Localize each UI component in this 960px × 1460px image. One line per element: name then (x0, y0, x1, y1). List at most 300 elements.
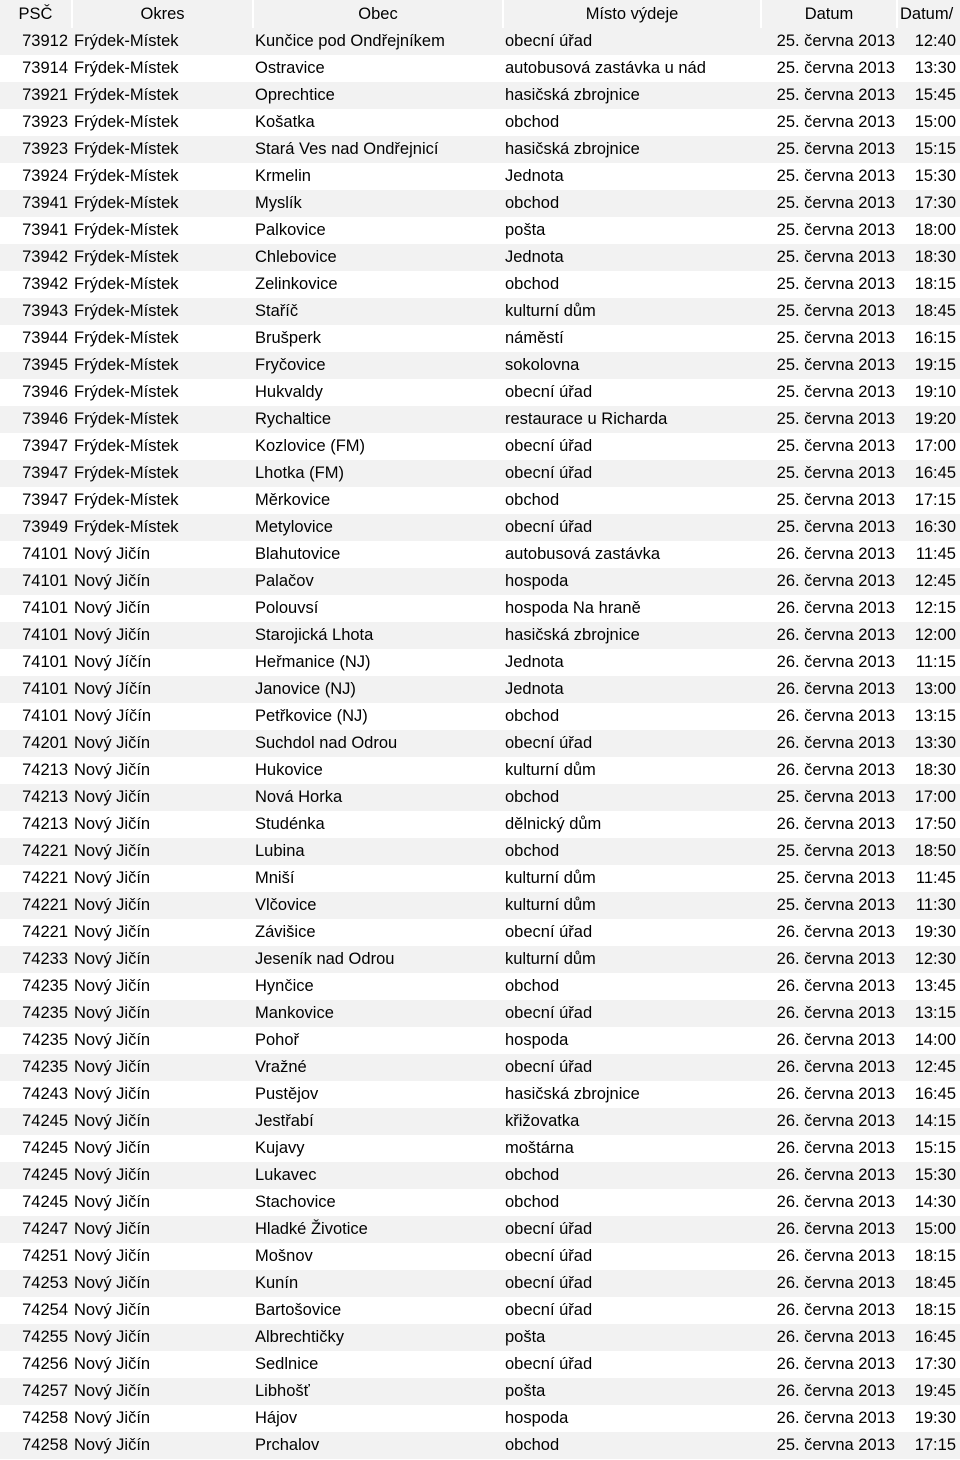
cell-cas[interactable]: 15:15 (897, 1135, 960, 1162)
cell-obec[interactable]: Kunčice pod Ondřejníkem (253, 28, 503, 55)
cell-datum[interactable]: 25. června 2013 (761, 271, 897, 298)
cell-psc[interactable]: 73949 (0, 514, 72, 541)
cell-datum[interactable]: 26. června 2013 (761, 1135, 897, 1162)
cell-obec[interactable]: Lhotka (FM) (253, 460, 503, 487)
cell-psc[interactable]: 73942 (0, 244, 72, 271)
header-misto-vydeje[interactable]: Místo výdeje (503, 0, 761, 28)
cell-psc[interactable]: 74256 (0, 1351, 72, 1378)
cell-misto-vydeje[interactable]: autobusová zastávka u nád (503, 55, 761, 82)
cell-psc[interactable]: 74255 (0, 1324, 72, 1351)
cell-cas[interactable]: 11:45 (897, 541, 960, 568)
cell-okres[interactable]: Frýdek-Místek (72, 217, 253, 244)
cell-misto-vydeje[interactable]: hasičská zbrojnice (503, 136, 761, 163)
cell-datum[interactable]: 25. června 2013 (761, 163, 897, 190)
cell-datum[interactable]: 25. června 2013 (761, 433, 897, 460)
cell-misto-vydeje[interactable]: pošta (503, 1378, 761, 1405)
cell-misto-vydeje[interactable]: náměstí (503, 325, 761, 352)
cell-misto-vydeje[interactable]: obchod (503, 838, 761, 865)
cell-obec[interactable]: Zelinkovice (253, 271, 503, 298)
cell-cas[interactable]: 17:30 (897, 190, 960, 217)
cell-obec[interactable]: Blahutovice (253, 541, 503, 568)
cell-okres[interactable]: Frýdek-Místek (72, 109, 253, 136)
cell-cas[interactable]: 19:45 (897, 1378, 960, 1405)
header-psc[interactable]: PSČ (0, 0, 72, 28)
cell-obec[interactable]: Mniší (253, 865, 503, 892)
cell-obec[interactable]: Chlebovice (253, 244, 503, 271)
cell-cas[interactable]: 14:30 (897, 1189, 960, 1216)
cell-psc[interactable]: 74253 (0, 1270, 72, 1297)
cell-datum[interactable]: 25. června 2013 (761, 190, 897, 217)
cell-cas[interactable]: 13:15 (897, 703, 960, 730)
cell-cas[interactable]: 19:10 (897, 379, 960, 406)
cell-datum[interactable]: 25. června 2013 (761, 55, 897, 82)
cell-cas[interactable]: 16:15 (897, 325, 960, 352)
cell-cas[interactable]: 11:45 (897, 865, 960, 892)
cell-misto-vydeje[interactable]: moštárna (503, 1135, 761, 1162)
cell-obec[interactable]: Albrechtičky (253, 1324, 503, 1351)
cell-obec[interactable]: Hladké Životice (253, 1216, 503, 1243)
cell-datum[interactable]: 26. června 2013 (761, 1000, 897, 1027)
cell-okres[interactable]: Frýdek-Místek (72, 82, 253, 109)
cell-misto-vydeje[interactable]: Jednota (503, 649, 761, 676)
cell-cas[interactable]: 13:30 (897, 730, 960, 757)
cell-cas[interactable]: 15:30 (897, 163, 960, 190)
cell-datum[interactable]: 26. června 2013 (761, 1243, 897, 1270)
cell-obec[interactable]: Kunín (253, 1270, 503, 1297)
cell-okres[interactable]: Frýdek-Místek (72, 352, 253, 379)
cell-misto-vydeje[interactable]: obecní úřad (503, 730, 761, 757)
cell-psc[interactable]: 74245 (0, 1162, 72, 1189)
cell-cas[interactable]: 14:15 (897, 1108, 960, 1135)
cell-misto-vydeje[interactable]: kulturní dům (503, 892, 761, 919)
cell-obec[interactable]: Petřkovice (NJ) (253, 703, 503, 730)
cell-obec[interactable]: Stará Ves nad Ondřejnicí (253, 136, 503, 163)
cell-datum[interactable]: 25. června 2013 (761, 28, 897, 55)
cell-okres[interactable]: Frýdek-Místek (72, 325, 253, 352)
cell-obec[interactable]: Jeseník nad Odrou (253, 946, 503, 973)
cell-okres[interactable]: Nový Jičín (72, 595, 253, 622)
cell-okres[interactable]: Nový Jičín (72, 541, 253, 568)
cell-okres[interactable]: Nový Jičín (72, 1297, 253, 1324)
cell-psc[interactable]: 74101 (0, 703, 72, 730)
cell-okres[interactable]: Nový Jíčín (72, 703, 253, 730)
cell-okres[interactable]: Nový Jičín (72, 838, 253, 865)
cell-misto-vydeje[interactable]: obecní úřad (503, 1351, 761, 1378)
cell-psc[interactable]: 74251 (0, 1243, 72, 1270)
cell-cas[interactable]: 17:00 (897, 433, 960, 460)
cell-cas[interactable]: 18:50 (897, 838, 960, 865)
cell-datum[interactable]: 25. června 2013 (761, 325, 897, 352)
cell-datum[interactable]: 26. června 2013 (761, 541, 897, 568)
cell-cas[interactable]: 16:45 (897, 1081, 960, 1108)
cell-okres[interactable]: Nový Jičín (72, 730, 253, 757)
cell-obec[interactable]: Heřmanice (NJ) (253, 649, 503, 676)
cell-psc[interactable]: 74247 (0, 1216, 72, 1243)
cell-cas[interactable]: 18:15 (897, 1297, 960, 1324)
cell-misto-vydeje[interactable]: obecní úřad (503, 1243, 761, 1270)
cell-datum[interactable]: 26. června 2013 (761, 649, 897, 676)
cell-psc[interactable]: 74221 (0, 838, 72, 865)
cell-obec[interactable]: Kozlovice (FM) (253, 433, 503, 460)
cell-misto-vydeje[interactable]: obecní úřad (503, 514, 761, 541)
cell-psc[interactable]: 73914 (0, 55, 72, 82)
cell-misto-vydeje[interactable]: hasičská zbrojnice (503, 1081, 761, 1108)
cell-datum[interactable]: 26. června 2013 (761, 568, 897, 595)
cell-okres[interactable]: Nový Jičín (72, 919, 253, 946)
cell-psc[interactable]: 74243 (0, 1081, 72, 1108)
cell-psc[interactable]: 73912 (0, 28, 72, 55)
cell-psc[interactable]: 73924 (0, 163, 72, 190)
cell-datum[interactable]: 26. června 2013 (761, 622, 897, 649)
cell-psc[interactable]: 74258 (0, 1405, 72, 1432)
cell-okres[interactable]: Nový Jičín (72, 757, 253, 784)
cell-psc[interactable]: 73947 (0, 460, 72, 487)
cell-psc[interactable]: 73923 (0, 136, 72, 163)
cell-obec[interactable]: Lukavec (253, 1162, 503, 1189)
cell-misto-vydeje[interactable]: obecní úřad (503, 1270, 761, 1297)
cell-misto-vydeje[interactable]: dělnický dům (503, 811, 761, 838)
cell-misto-vydeje[interactable]: obecní úřad (503, 379, 761, 406)
cell-misto-vydeje[interactable]: křižovatka (503, 1108, 761, 1135)
cell-okres[interactable]: Nový Jičín (72, 865, 253, 892)
cell-datum[interactable]: 26. června 2013 (761, 973, 897, 1000)
cell-cas[interactable]: 19:20 (897, 406, 960, 433)
cell-okres[interactable]: Nový Jičín (72, 973, 253, 1000)
cell-misto-vydeje[interactable]: obchod (503, 190, 761, 217)
cell-psc[interactable]: 73923 (0, 109, 72, 136)
cell-cas[interactable]: 11:15 (897, 649, 960, 676)
cell-misto-vydeje[interactable]: hospoda (503, 1027, 761, 1054)
cell-okres[interactable]: Frýdek-Místek (72, 190, 253, 217)
cell-okres[interactable]: Nový Jičín (72, 1000, 253, 1027)
cell-datum[interactable]: 25. června 2013 (761, 352, 897, 379)
cell-okres[interactable]: Nový Jičín (72, 1351, 253, 1378)
cell-datum[interactable]: 25. června 2013 (761, 82, 897, 109)
cell-datum[interactable]: 25. června 2013 (761, 838, 897, 865)
cell-psc[interactable]: 74245 (0, 1108, 72, 1135)
cell-cas[interactable]: 17:50 (897, 811, 960, 838)
cell-misto-vydeje[interactable]: kulturní dům (503, 865, 761, 892)
cell-cas[interactable]: 17:15 (897, 1432, 960, 1459)
cell-misto-vydeje[interactable]: restaurace u Richarda (503, 406, 761, 433)
cell-cas[interactable]: 15:45 (897, 82, 960, 109)
cell-misto-vydeje[interactable]: hasičská zbrojnice (503, 82, 761, 109)
cell-okres[interactable]: Nový Jičín (72, 1243, 253, 1270)
cell-datum[interactable]: 26. června 2013 (761, 1351, 897, 1378)
cell-misto-vydeje[interactable]: obecní úřad (503, 460, 761, 487)
cell-okres[interactable]: Frýdek-Místek (72, 433, 253, 460)
cell-obec[interactable]: Měrkovice (253, 487, 503, 514)
cell-psc[interactable]: 74213 (0, 811, 72, 838)
cell-psc[interactable]: 73946 (0, 379, 72, 406)
cell-cas[interactable]: 12:40 (897, 28, 960, 55)
cell-obec[interactable]: Pohoř (253, 1027, 503, 1054)
cell-psc[interactable]: 73941 (0, 217, 72, 244)
cell-cas[interactable]: 12:00 (897, 622, 960, 649)
cell-okres[interactable]: Nový Jičín (72, 1378, 253, 1405)
cell-cas[interactable]: 19:15 (897, 352, 960, 379)
cell-misto-vydeje[interactable]: sokolovna (503, 352, 761, 379)
cell-okres[interactable]: Frýdek-Místek (72, 298, 253, 325)
cell-psc[interactable]: 73946 (0, 406, 72, 433)
cell-cas[interactable]: 18:30 (897, 244, 960, 271)
cell-psc[interactable]: 74258 (0, 1432, 72, 1459)
cell-psc[interactable]: 73947 (0, 433, 72, 460)
cell-datum[interactable]: 26. června 2013 (761, 1216, 897, 1243)
cell-psc[interactable]: 74235 (0, 1027, 72, 1054)
cell-cas[interactable]: 12:30 (897, 946, 960, 973)
cell-okres[interactable]: Frýdek-Místek (72, 55, 253, 82)
cell-cas[interactable]: 18:45 (897, 298, 960, 325)
cell-obec[interactable]: Janovice (NJ) (253, 676, 503, 703)
cell-datum[interactable]: 26. června 2013 (761, 595, 897, 622)
cell-obec[interactable]: Palkovice (253, 217, 503, 244)
cell-obec[interactable]: Jestřabí (253, 1108, 503, 1135)
cell-datum[interactable]: 25. června 2013 (761, 406, 897, 433)
cell-datum[interactable]: 25. června 2013 (761, 865, 897, 892)
cell-cas[interactable]: 15:00 (897, 109, 960, 136)
cell-misto-vydeje[interactable]: kulturní dům (503, 298, 761, 325)
cell-psc[interactable]: 74254 (0, 1297, 72, 1324)
cell-cas[interactable]: 15:30 (897, 1162, 960, 1189)
cell-psc[interactable]: 73942 (0, 271, 72, 298)
cell-okres[interactable]: Nový Jičín (72, 1162, 253, 1189)
cell-cas[interactable]: 17:30 (897, 1351, 960, 1378)
cell-okres[interactable]: Frýdek-Místek (72, 136, 253, 163)
cell-obec[interactable]: Hukvaldy (253, 379, 503, 406)
cell-psc[interactable]: 73921 (0, 82, 72, 109)
cell-okres[interactable]: Frýdek-Místek (72, 406, 253, 433)
cell-datum[interactable]: 25. června 2013 (761, 379, 897, 406)
cell-misto-vydeje[interactable]: obchod (503, 109, 761, 136)
cell-misto-vydeje[interactable]: obchod (503, 973, 761, 1000)
cell-obec[interactable]: Vlčovice (253, 892, 503, 919)
cell-cas[interactable]: 15:00 (897, 1216, 960, 1243)
cell-datum[interactable]: 25. června 2013 (761, 1432, 897, 1459)
cell-cas[interactable]: 11:30 (897, 892, 960, 919)
cell-obec[interactable]: Kujavy (253, 1135, 503, 1162)
cell-okres[interactable]: Frýdek-Místek (72, 460, 253, 487)
cell-misto-vydeje[interactable]: obecní úřad (503, 1054, 761, 1081)
cell-okres[interactable]: Nový Jíčín (72, 649, 253, 676)
cell-psc[interactable]: 74235 (0, 1054, 72, 1081)
cell-datum[interactable]: 25. června 2013 (761, 514, 897, 541)
cell-cas[interactable]: 19:30 (897, 919, 960, 946)
cell-psc[interactable]: 73947 (0, 487, 72, 514)
cell-obec[interactable]: Libhošť (253, 1378, 503, 1405)
cell-okres[interactable]: Frýdek-Místek (72, 514, 253, 541)
cell-cas[interactable]: 15:15 (897, 136, 960, 163)
cell-obec[interactable]: Košatka (253, 109, 503, 136)
cell-misto-vydeje[interactable]: obchod (503, 1189, 761, 1216)
cell-psc[interactable]: 73945 (0, 352, 72, 379)
cell-obec[interactable]: Palačov (253, 568, 503, 595)
cell-datum[interactable]: 26. června 2013 (761, 1297, 897, 1324)
cell-obec[interactable]: Oprechtice (253, 82, 503, 109)
cell-psc[interactable]: 74101 (0, 649, 72, 676)
cell-obec[interactable]: Ostravice (253, 55, 503, 82)
cell-psc[interactable]: 74213 (0, 784, 72, 811)
cell-okres[interactable]: Frýdek-Místek (72, 28, 253, 55)
cell-misto-vydeje[interactable]: Jednota (503, 244, 761, 271)
cell-obec[interactable]: Hájov (253, 1405, 503, 1432)
cell-misto-vydeje[interactable]: obecní úřad (503, 919, 761, 946)
cell-okres[interactable]: Frýdek-Místek (72, 271, 253, 298)
cell-okres[interactable]: Nový Jičín (72, 1405, 253, 1432)
cell-cas[interactable]: 18:00 (897, 217, 960, 244)
cell-datum[interactable]: 26. června 2013 (761, 1081, 897, 1108)
cell-okres[interactable]: Frýdek-Místek (72, 487, 253, 514)
cell-datum[interactable]: 25. června 2013 (761, 244, 897, 271)
cell-okres[interactable]: Nový Jičín (72, 1054, 253, 1081)
cell-psc[interactable]: 74235 (0, 1000, 72, 1027)
cell-misto-vydeje[interactable]: hospoda (503, 1405, 761, 1432)
cell-cas[interactable]: 14:00 (897, 1027, 960, 1054)
cell-psc[interactable]: 74245 (0, 1135, 72, 1162)
cell-datum[interactable]: 25. června 2013 (761, 892, 897, 919)
cell-psc[interactable]: 74235 (0, 973, 72, 1000)
cell-okres[interactable]: Nový Jičín (72, 1108, 253, 1135)
cell-obec[interactable]: Sedlnice (253, 1351, 503, 1378)
cell-cas[interactable]: 12:45 (897, 568, 960, 595)
cell-okres[interactable]: Nový Jíčín (72, 676, 253, 703)
cell-okres[interactable]: Nový Jičín (72, 622, 253, 649)
cell-misto-vydeje[interactable]: Jednota (503, 676, 761, 703)
cell-cas[interactable]: 19:30 (897, 1405, 960, 1432)
cell-okres[interactable]: Nový Jičín (72, 784, 253, 811)
cell-okres[interactable]: Nový Jičín (72, 1189, 253, 1216)
cell-obec[interactable]: Stachovice (253, 1189, 503, 1216)
cell-datum[interactable]: 26. června 2013 (761, 730, 897, 757)
cell-datum[interactable]: 26. června 2013 (761, 1270, 897, 1297)
cell-cas[interactable]: 16:30 (897, 514, 960, 541)
cell-obec[interactable]: Starojická Lhota (253, 622, 503, 649)
cell-psc[interactable]: 73943 (0, 298, 72, 325)
cell-misto-vydeje[interactable]: autobusová zastávka (503, 541, 761, 568)
header-okres[interactable]: Okres (72, 0, 253, 28)
cell-cas[interactable]: 17:00 (897, 784, 960, 811)
cell-datum[interactable]: 26. června 2013 (761, 1108, 897, 1135)
cell-okres[interactable]: Nový Jičín (72, 1432, 253, 1459)
cell-obec[interactable]: Krmelin (253, 163, 503, 190)
cell-okres[interactable]: Frýdek-Místek (72, 163, 253, 190)
cell-misto-vydeje[interactable]: obchod (503, 1162, 761, 1189)
cell-cas[interactable]: 18:15 (897, 271, 960, 298)
cell-psc[interactable]: 73941 (0, 190, 72, 217)
cell-misto-vydeje[interactable]: obecní úřad (503, 1297, 761, 1324)
cell-datum[interactable]: 26. června 2013 (761, 1405, 897, 1432)
cell-cas[interactable]: 18:15 (897, 1243, 960, 1270)
cell-datum[interactable]: 26. června 2013 (761, 757, 897, 784)
cell-psc[interactable]: 74101 (0, 541, 72, 568)
cell-datum[interactable]: 26. června 2013 (761, 1324, 897, 1351)
cell-datum[interactable]: 26. června 2013 (761, 676, 897, 703)
cell-datum[interactable]: 26. června 2013 (761, 919, 897, 946)
cell-psc[interactable]: 73944 (0, 325, 72, 352)
cell-cas[interactable]: 16:45 (897, 460, 960, 487)
cell-misto-vydeje[interactable]: obecní úřad (503, 433, 761, 460)
cell-obec[interactable]: Závišice (253, 919, 503, 946)
cell-okres[interactable]: Frýdek-Místek (72, 379, 253, 406)
cell-psc[interactable]: 74101 (0, 676, 72, 703)
cell-obec[interactable]: Rychaltice (253, 406, 503, 433)
cell-datum[interactable]: 25. června 2013 (761, 460, 897, 487)
cell-psc[interactable]: 74233 (0, 946, 72, 973)
cell-datum[interactable]: 25. června 2013 (761, 298, 897, 325)
cell-okres[interactable]: Nový Jičín (72, 1216, 253, 1243)
cell-okres[interactable]: Nový Jičín (72, 1270, 253, 1297)
cell-obec[interactable]: Studénka (253, 811, 503, 838)
cell-obec[interactable]: Fryčovice (253, 352, 503, 379)
cell-datum[interactable]: 25. června 2013 (761, 784, 897, 811)
cell-okres[interactable]: Nový Jičín (72, 892, 253, 919)
cell-psc[interactable]: 74221 (0, 865, 72, 892)
cell-obec[interactable]: Myslík (253, 190, 503, 217)
cell-datum[interactable]: 25. června 2013 (761, 109, 897, 136)
cell-okres[interactable]: Nový Jičín (72, 811, 253, 838)
cell-misto-vydeje[interactable]: obchod (503, 487, 761, 514)
cell-obec[interactable]: Vražné (253, 1054, 503, 1081)
cell-obec[interactable]: Brušperk (253, 325, 503, 352)
cell-obec[interactable]: Hukovice (253, 757, 503, 784)
cell-psc[interactable]: 74245 (0, 1189, 72, 1216)
cell-obec[interactable]: Hynčice (253, 973, 503, 1000)
cell-obec[interactable]: Bartošovice (253, 1297, 503, 1324)
cell-okres[interactable]: Nový Jičín (72, 946, 253, 973)
cell-datum[interactable]: 26. června 2013 (761, 946, 897, 973)
cell-misto-vydeje[interactable]: obecní úřad (503, 1000, 761, 1027)
cell-obec[interactable]: Pustějov (253, 1081, 503, 1108)
cell-psc[interactable]: 74257 (0, 1378, 72, 1405)
cell-datum[interactable]: 25. června 2013 (761, 217, 897, 244)
cell-misto-vydeje[interactable]: hasičská zbrojnice (503, 622, 761, 649)
cell-datum[interactable]: 26. června 2013 (761, 703, 897, 730)
cell-psc[interactable]: 74101 (0, 568, 72, 595)
cell-obec[interactable]: Staříč (253, 298, 503, 325)
cell-obec[interactable]: Metylovice (253, 514, 503, 541)
cell-obec[interactable]: Suchdol nad Odrou (253, 730, 503, 757)
cell-misto-vydeje[interactable]: pošta (503, 1324, 761, 1351)
cell-cas[interactable]: 12:45 (897, 1054, 960, 1081)
cell-obec[interactable]: Lubina (253, 838, 503, 865)
cell-obec[interactable]: Mošnov (253, 1243, 503, 1270)
cell-cas[interactable]: 13:15 (897, 1000, 960, 1027)
cell-okres[interactable]: Nový Jičín (72, 1135, 253, 1162)
cell-datum[interactable]: 26. června 2013 (761, 1162, 897, 1189)
cell-datum[interactable]: 25. června 2013 (761, 487, 897, 514)
header-datum-cas[interactable]: Datum/ (897, 0, 960, 28)
header-obec[interactable]: Obec (253, 0, 503, 28)
cell-okres[interactable]: Nový Jičín (72, 1081, 253, 1108)
cell-cas[interactable]: 13:30 (897, 55, 960, 82)
cell-misto-vydeje[interactable]: hospoda Na hraně (503, 595, 761, 622)
cell-datum[interactable]: 26. června 2013 (761, 811, 897, 838)
cell-cas[interactable]: 13:00 (897, 676, 960, 703)
cell-psc[interactable]: 74221 (0, 892, 72, 919)
cell-datum[interactable]: 26. června 2013 (761, 1027, 897, 1054)
cell-psc[interactable]: 74213 (0, 757, 72, 784)
cell-datum[interactable]: 26. června 2013 (761, 1054, 897, 1081)
cell-obec[interactable]: Prchalov (253, 1432, 503, 1459)
cell-psc[interactable]: 74101 (0, 622, 72, 649)
cell-cas[interactable]: 18:30 (897, 757, 960, 784)
header-datum[interactable]: Datum (761, 0, 897, 28)
cell-psc[interactable]: 74201 (0, 730, 72, 757)
cell-obec[interactable]: Mankovice (253, 1000, 503, 1027)
cell-misto-vydeje[interactable]: obchod (503, 784, 761, 811)
cell-obec[interactable]: Nová Horka (253, 784, 503, 811)
cell-misto-vydeje[interactable]: obecní úřad (503, 1216, 761, 1243)
